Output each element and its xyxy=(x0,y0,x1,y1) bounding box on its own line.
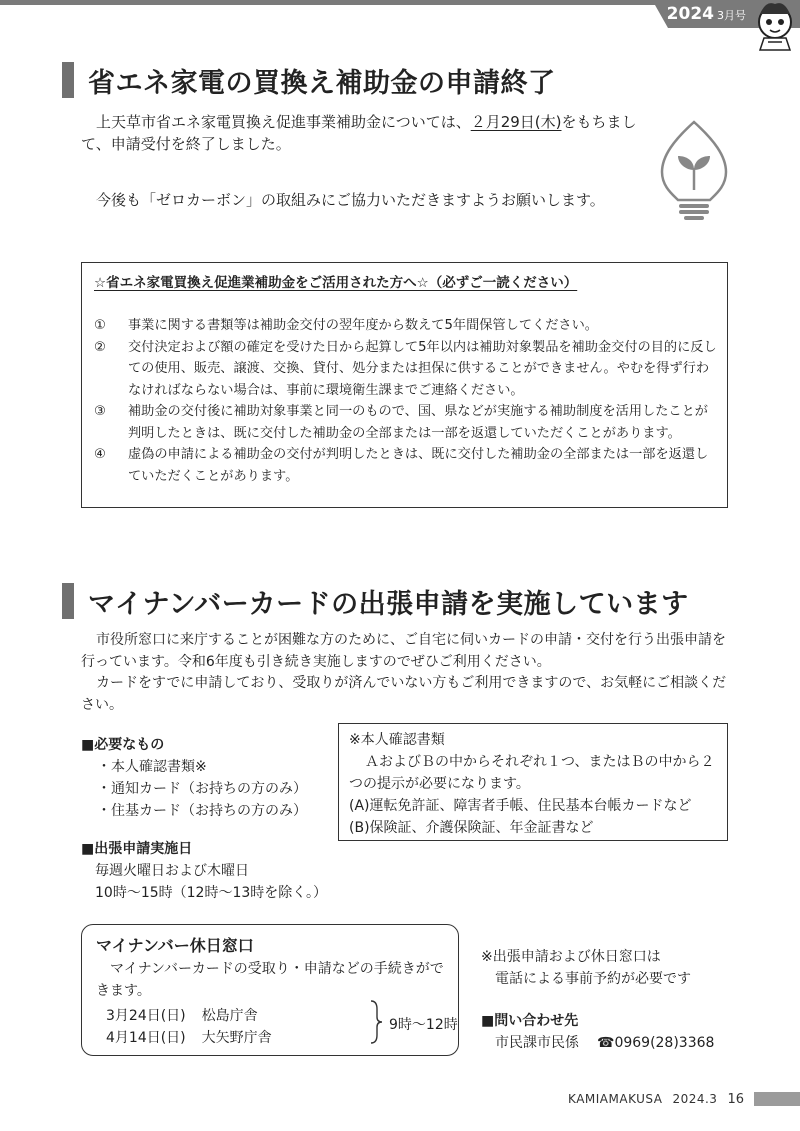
schedule-heading: ■出張申請実施日 xyxy=(81,841,193,857)
id-docs-line: (B)保険証、介護保険証、年金証書など xyxy=(349,820,594,836)
holiday-date: 4月14日(日) xyxy=(106,1030,186,1046)
schedule-section xyxy=(81,838,361,904)
reservation-note-line: 電話による事前予約が必要です xyxy=(495,971,691,987)
id-docs-line: ＡおよびＢの中からそれぞれ１つ、またはＢの中から２つの提示が必要になります。 xyxy=(349,754,715,792)
notice-item-number: ① xyxy=(94,318,106,333)
contact-section xyxy=(481,1010,741,1054)
contact-line xyxy=(481,1032,741,1054)
section1-heading xyxy=(62,62,556,98)
section1-title: 省エネ家電の買換え補助金の申請終了 xyxy=(88,67,556,99)
contact-phone: ☎0969(28)3368 xyxy=(597,1035,715,1051)
holiday-date: 3月24日(日) xyxy=(106,1008,186,1024)
holiday-title: マイナンバー休日窓口 xyxy=(96,936,254,955)
footer-band xyxy=(754,1092,800,1106)
holiday-description: マイナンバーカードの受取り・申請などの手続きができます。 xyxy=(96,961,444,999)
header-bar xyxy=(0,0,800,28)
contact-heading: ■問い合わせ先 xyxy=(481,1013,579,1029)
section1-paragraph-2 xyxy=(81,189,651,211)
para2-text: 今後も「ゼロカーボン」の取組みにご協力いただきますようお願いします。 xyxy=(96,191,605,209)
holiday-row xyxy=(106,1027,272,1047)
section2-title: マイナンバーカードの出張申請を実施しています xyxy=(88,588,689,620)
notice-item xyxy=(94,315,718,337)
footer-date: 2024.3 xyxy=(672,1092,718,1106)
schedule-line: 10時～15時（12時～13時を除く。） xyxy=(95,885,327,901)
schedule-line: 毎週火曜日および木曜日 xyxy=(95,863,249,879)
issue-label xyxy=(667,4,746,24)
notice-item-text: 補助金の交付後に補助対象事業と同一のもので、国、県などが実施する補助制度を活用したことが判明したときは、既に交付した補助金の全部または一部を返還していただくことがあります。 xyxy=(128,404,708,441)
required-heading: ■必要なもの xyxy=(81,737,165,753)
section2-paragraph-2: カードをすでに申請しており、受取りが済んでいない方もご利用できますので、お気軽にご相談ください。 xyxy=(81,675,727,713)
holiday-place: 大矢野庁舎 xyxy=(201,1030,272,1046)
required-items-section xyxy=(81,734,331,822)
notice-item-text: 虚偽の申請による補助金の交付が判明したときは、既に交付した補助金の全部または一部を返還していただくことがあります。 xyxy=(128,447,709,484)
issue-year: 2024 xyxy=(666,4,714,24)
holiday-row xyxy=(106,1005,258,1025)
section2-intro xyxy=(81,630,729,716)
page-number: 16 xyxy=(727,1091,744,1107)
notice-item-number: ② xyxy=(94,339,106,355)
brace-icon xyxy=(369,999,383,1045)
notice-item-text: 事業に関する書類等は補助金交付の翌年度から数えて5年間保管してください。 xyxy=(128,318,598,333)
notice-item xyxy=(94,444,718,487)
lightbulb-sprout-icon xyxy=(656,118,732,222)
section2-heading xyxy=(62,583,689,619)
holiday-window-box xyxy=(81,924,459,1056)
id-documents-box xyxy=(338,723,728,841)
heading-bar xyxy=(62,62,74,98)
holiday-place: 松島庁舎 xyxy=(201,1008,258,1024)
section2-paragraph-1: 市役所窓口に来庁することが困難な方のために、ご自宅に伺いカードの申請・交付を行う出張申請を行っています。令和6年度も引き続き実施しますのでぜひご利用ください。 xyxy=(81,632,726,670)
notice-box xyxy=(81,262,728,508)
footer-publication: KAMIAMAKUSA xyxy=(568,1092,663,1106)
para1-after: をもちまして、申請受付を終了しました。 xyxy=(81,113,637,153)
holiday-time: 9時～12時 xyxy=(389,1017,458,1033)
required-item: ・本人確認書類※ xyxy=(97,759,207,775)
notice-heading: ☆省エネ家電買換え促進業補助金をご活用された方へ☆（必ずご一読ください） xyxy=(94,275,578,291)
notice-item xyxy=(94,337,718,402)
contact-dept: 市民課市民係 xyxy=(495,1035,579,1051)
reservation-note xyxy=(481,946,741,990)
para1-date: ２月29日(木) xyxy=(470,113,562,131)
required-item: ・通知カード（お持ちの方のみ） xyxy=(97,781,307,797)
notice-item-text: 交付決定および額の確定を受けた日から起算して5年以内は補助対象製品を補助金交付の目的に反しての使用、販売、譲渡、交換、貸付、処分または担保に供することができません。やむを得ず行わなければならない場合は、事前に環境衛生課までご連絡ください。 xyxy=(128,339,717,398)
id-docs-line: (A)運転免許証、障害者手帳、住民基本台帳カードなど xyxy=(349,798,692,814)
reservation-note-line: ※出張申請および休日窓口は xyxy=(481,949,661,965)
para1-before: 上天草市省エネ家電買換え促進事業補助金については、 xyxy=(96,113,471,131)
notice-item-number: ④ xyxy=(94,447,106,462)
issue-month: 3月号 xyxy=(717,9,746,22)
heading-bar xyxy=(62,583,74,619)
section1-paragraph-1 xyxy=(81,111,651,155)
notice-item xyxy=(94,401,718,444)
notice-item-number: ③ xyxy=(94,404,106,419)
id-docs-heading: ※本人確認書類 xyxy=(349,732,445,748)
required-item: ・住基カード（お持ちの方のみ） xyxy=(97,803,307,819)
mascot-icon xyxy=(752,0,798,52)
notice-list xyxy=(94,315,718,487)
page-footer xyxy=(568,1088,800,1110)
